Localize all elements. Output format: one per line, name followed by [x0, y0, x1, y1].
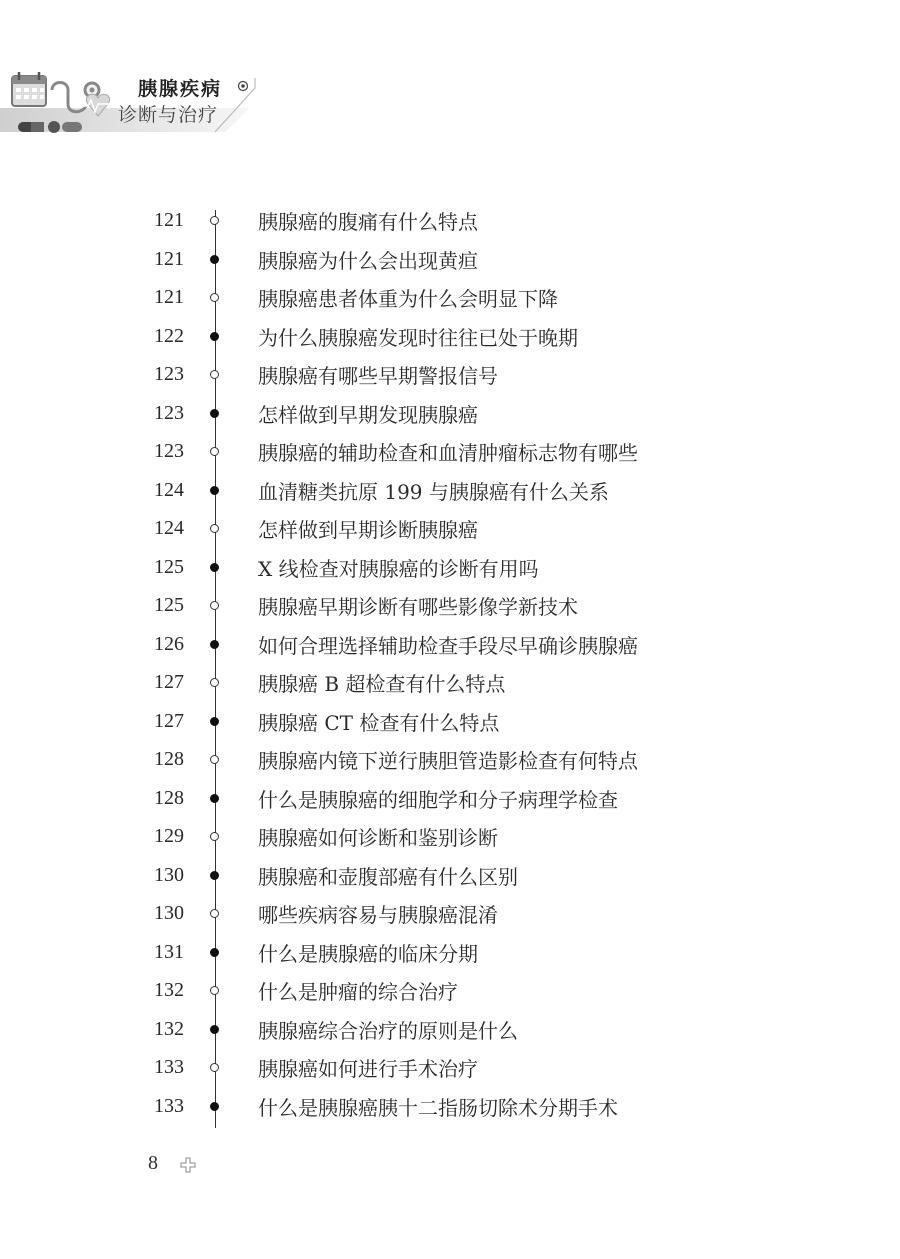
toc-entry-title: 如何合理选择辅助检查手段尽早确诊胰腺癌 [258, 633, 638, 658]
toc-page-number: 125 [154, 555, 184, 578]
toc-entry-title: 血清糖类抗原 199 与胰腺癌有什么关系 [258, 479, 609, 504]
toc-page-number: 127 [154, 671, 184, 693]
filled-bullet-icon [210, 255, 219, 264]
toc-page-number: 127 [154, 709, 184, 732]
toc-page-number: 124 [154, 517, 184, 539]
toc-entry-title: 怎样做到早期诊断胰腺癌 [258, 518, 478, 542]
toc-entry[interactable] [0, 934, 900, 973]
hollow-bullet-icon [210, 909, 219, 918]
book-subtitle: 诊断与治疗 [118, 104, 219, 126]
toc-entry[interactable] [0, 472, 900, 511]
hollow-bullet-icon [210, 447, 219, 456]
toc-page-number: 123 [154, 363, 184, 385]
toc-entry-title: 胰腺癌 CT 检查有什么特点 [258, 710, 500, 735]
toc-page-number: 130 [154, 863, 184, 886]
toc-entry-title: 胰腺癌早期诊断有哪些影像学新技术 [258, 595, 578, 619]
toc-page-number: 123 [154, 401, 184, 424]
toc-page-number: 132 [154, 1017, 184, 1040]
toc-entry-title: 什么是肿瘤的综合治疗 [258, 980, 458, 1004]
filled-bullet-icon [210, 794, 219, 803]
filled-bullet-icon [210, 1025, 219, 1034]
running-header [0, 60, 270, 150]
toc-entry[interactable] [0, 664, 900, 703]
filled-bullet-icon [210, 640, 219, 649]
toc-entry[interactable] [0, 202, 900, 241]
toc-entry-title: 胰腺癌和壶腹部癌有什么区别 [258, 864, 518, 889]
toc-entry[interactable] [0, 241, 900, 280]
hollow-bullet-icon [210, 832, 219, 841]
hollow-bullet-icon [210, 678, 219, 687]
filled-bullet-icon [210, 409, 219, 418]
toc-entry[interactable] [0, 895, 900, 934]
toc-entry-title: 胰腺癌如何诊断和鉴别诊断 [258, 826, 498, 850]
filled-bullet-icon [210, 717, 219, 726]
filled-bullet-icon [210, 1102, 219, 1111]
filled-bullet-icon [210, 948, 219, 957]
hollow-bullet-icon [210, 293, 219, 302]
toc-entry[interactable] [0, 356, 900, 395]
toc-entry-title: 胰腺癌的辅助检查和血清肿瘤标志物有哪些 [258, 441, 638, 465]
toc-entry-title: 什么是胰腺癌的临床分期 [258, 941, 478, 966]
toc-entry[interactable] [0, 857, 900, 896]
toc-entry[interactable] [0, 1049, 900, 1088]
toc-page-number: 121 [154, 209, 184, 231]
toc-entry[interactable] [0, 780, 900, 819]
page-number: 8 [148, 1152, 158, 1174]
toc-entry-title: 胰腺癌为什么会出现黄疸 [258, 248, 478, 273]
toc-entry-title: 哪些疾病容易与胰腺癌混淆 [258, 903, 498, 927]
hollow-bullet-icon [210, 1063, 219, 1072]
filled-bullet-icon [210, 563, 219, 572]
toc-entry[interactable] [0, 1011, 900, 1050]
calendar-icon [12, 72, 46, 106]
hollow-bullet-icon [210, 601, 219, 610]
plus-outline-icon [180, 1157, 196, 1173]
filled-bullet-icon [210, 332, 219, 341]
toc-entry[interactable] [0, 818, 900, 857]
toc-page-number: 126 [154, 632, 184, 655]
filled-bullet-icon [210, 486, 219, 495]
toc-entry[interactable] [0, 587, 900, 626]
toc-entry[interactable] [0, 1088, 900, 1127]
toc-entry-title: 胰腺癌综合治疗的原则是什么 [258, 1018, 518, 1043]
toc-page-number: 128 [154, 748, 184, 770]
hollow-bullet-icon [210, 524, 219, 533]
toc-entry-title: 胰腺癌有哪些早期警报信号 [258, 364, 498, 388]
toc-entry[interactable] [0, 626, 900, 665]
filled-bullet-icon [210, 871, 219, 880]
toc-entry-title: X 线检查对胰腺癌的诊断有用吗 [258, 556, 539, 581]
toc-entry-title: 怎样做到早期发现胰腺癌 [258, 402, 478, 427]
toc-page-number: 121 [154, 247, 184, 270]
toc-entry[interactable] [0, 972, 900, 1011]
toc-entry[interactable] [0, 433, 900, 472]
toc-entry-title: 什么是胰腺癌的细胞学和分子病理学检查 [258, 787, 618, 812]
toc-page-number: 121 [154, 286, 184, 308]
book-title: 胰腺疾病 [138, 78, 223, 100]
toc-entry-title: 胰腺癌内镜下逆行胰胆管造影检查有何特点 [258, 749, 638, 773]
toc-entry-title: 什么是胰腺癌胰十二指肠切除术分期手术 [258, 1095, 618, 1120]
toc-page-number: 130 [154, 902, 184, 924]
toc-page-number: 128 [154, 786, 184, 809]
toc-page-number: 123 [154, 440, 184, 462]
hollow-bullet-icon [210, 755, 219, 764]
toc-entry-title: 胰腺癌如何进行手术治疗 [258, 1057, 478, 1081]
toc-entry-title: 胰腺癌患者体重为什么会明显下降 [258, 287, 558, 311]
toc-page-number: 122 [154, 324, 184, 347]
toc-page-number: 129 [154, 825, 184, 847]
toc-page-number: 133 [154, 1056, 184, 1078]
hollow-bullet-icon [210, 986, 219, 995]
target-dot-icon [239, 82, 248, 91]
toc-entry[interactable] [0, 703, 900, 742]
hollow-bullet-icon [210, 216, 219, 225]
toc-entry-title: 胰腺癌的腹痛有什么特点 [258, 210, 478, 234]
toc-page-number: 125 [154, 594, 184, 616]
toc-entry[interactable] [0, 510, 900, 549]
toc-page-number: 133 [154, 1094, 184, 1117]
toc-entry[interactable] [0, 549, 900, 588]
toc-page-number: 131 [154, 940, 184, 963]
toc-entry-title: 胰腺癌 B 超检查有什么特点 [258, 672, 506, 696]
toc-page-number: 124 [154, 478, 184, 501]
toc-page-number: 132 [154, 979, 184, 1001]
toc-entry[interactable] [0, 395, 900, 434]
pills-icon [18, 121, 82, 133]
toc-entry[interactable] [0, 279, 900, 318]
toc-entry-title: 为什么胰腺癌发现时往往已处于晚期 [258, 325, 578, 350]
hollow-bullet-icon [210, 370, 219, 379]
toc-entry[interactable] [0, 318, 900, 357]
toc-entry[interactable] [0, 741, 900, 780]
